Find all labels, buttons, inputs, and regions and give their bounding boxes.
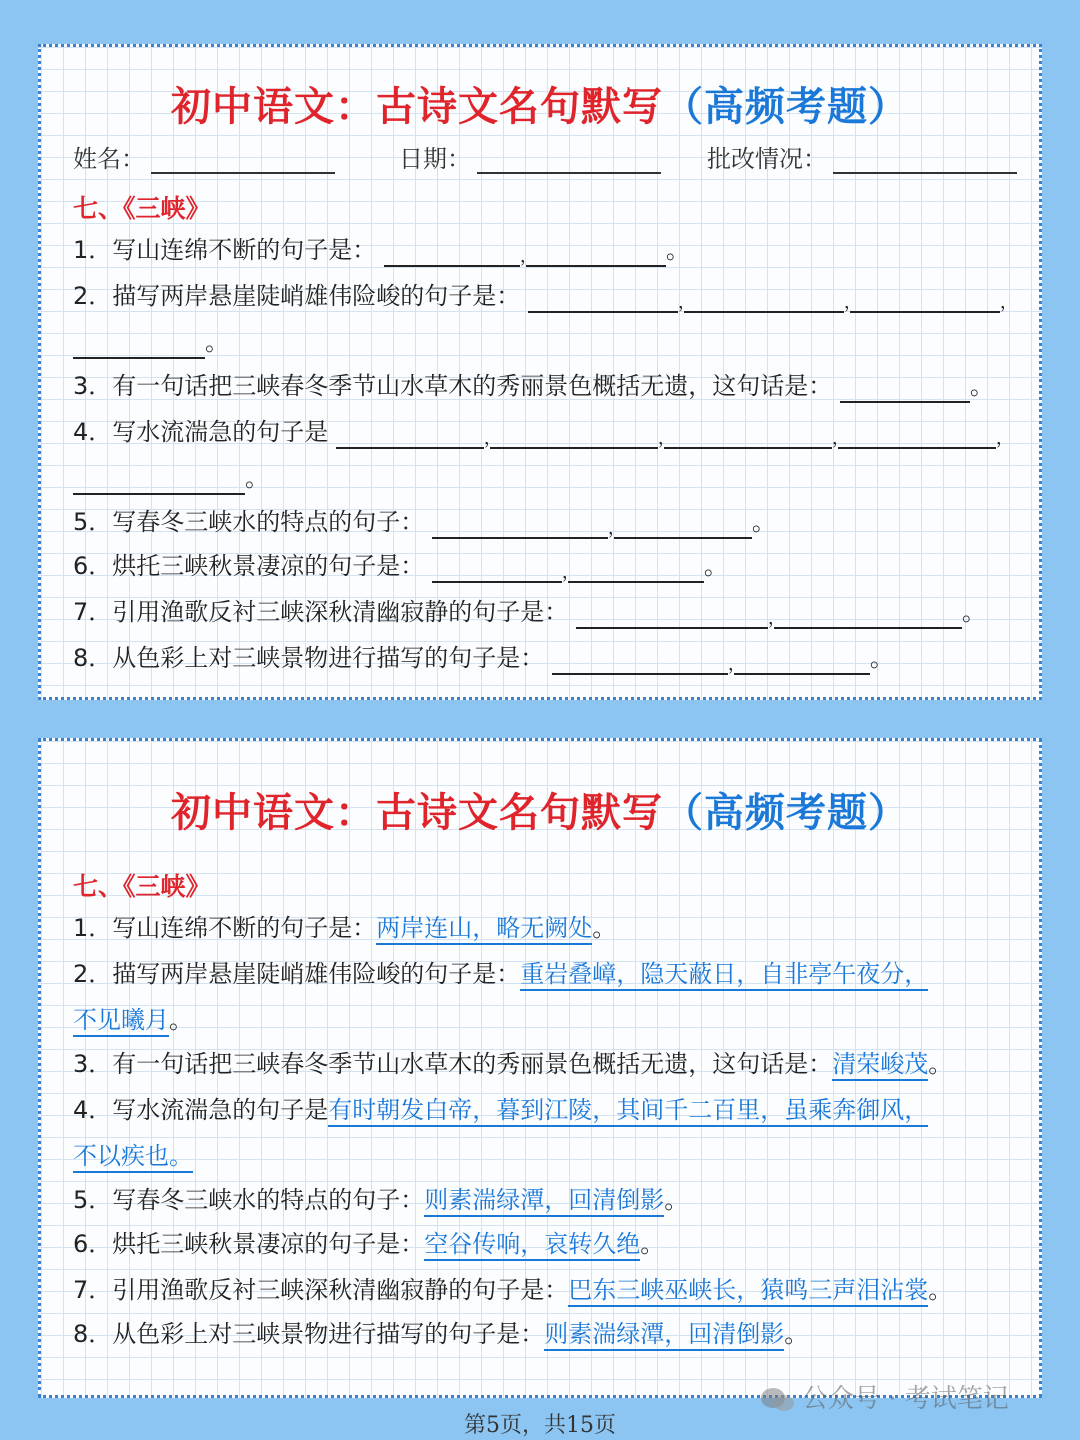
question-8: 8．从色彩上对三峡景物进行描写的句子是： ， 。 [73, 644, 894, 675]
answer-blank[interactable] [552, 647, 728, 675]
answer-blank[interactable] [568, 555, 704, 583]
question-5: 5．写春冬三峡水的特点的句子： ， 。 [73, 508, 776, 539]
answer-text: 隐天蔽日， [640, 960, 760, 991]
answer-blank[interactable] [684, 285, 844, 313]
answer-key-card [38, 738, 1042, 1398]
answer-text: 空谷传响， [424, 1230, 544, 1261]
answer-text: 则素湍绿潭， [424, 1186, 568, 1217]
section-heading: 七、《三峡》 [73, 194, 211, 223]
date-field[interactable]: 日期： [399, 139, 661, 174]
student-info-row [41, 139, 1039, 179]
question-6: 6．烘托三峡秋景凄凉的句子是： ， 。 [73, 552, 728, 583]
answer-2-cont: 不见曦月。 [73, 1003, 193, 1037]
answer-text: 重岩叠嶂， [520, 960, 640, 991]
answer-blank[interactable] [336, 421, 484, 449]
answer-text: 两岸连山， [376, 914, 496, 945]
answer-blank[interactable] [384, 239, 520, 267]
answer-blank[interactable] [734, 647, 870, 675]
answer-blank[interactable] [526, 239, 666, 267]
answer-blank[interactable] [614, 511, 752, 539]
answer-blank[interactable] [490, 421, 658, 449]
answer-blank[interactable] [850, 285, 1000, 313]
answer-text: 清荣峻茂 [832, 1050, 928, 1081]
answer-blank[interactable] [73, 467, 245, 495]
answer-8: 8．从色彩上对三峡景物进行描写的句子是：则素湍绿潭，回清倒影。 [73, 1317, 808, 1351]
question-3: 3．有一句话把三峡春冬季节山水草木的秀丽景色概括无遗，这句话是： 。 [73, 369, 994, 403]
answer-blank[interactable] [576, 601, 768, 629]
answer-text: 猿鸣三声泪沾裳 [760, 1276, 928, 1307]
answer-blank[interactable] [774, 601, 962, 629]
answer-text: 不以疾也。 [73, 1142, 193, 1173]
answer-text: 自非亭午夜分， [760, 960, 928, 991]
grade-field[interactable]: 批改情况： [707, 139, 1017, 174]
answer-4: 4．写水流湍急的句子是有时朝发白帝，暮到江陵，其间千二百里，虽乘奔御风， [73, 1093, 928, 1127]
answer-text: 有时朝发白帝， [328, 1096, 496, 1127]
answer-text: 回清倒影 [688, 1320, 784, 1351]
answer-text: 其间千二百里， [616, 1096, 784, 1127]
worksheet-title: 初中语文：古诗文名句默写（高频考题） [171, 84, 909, 130]
answer-text: 不见曦月 [73, 1006, 169, 1037]
answer-blank[interactable] [840, 375, 970, 403]
section-heading: 七、《三峡》 [73, 872, 211, 901]
answer-blank[interactable] [664, 421, 832, 449]
answer-blank[interactable] [838, 421, 996, 449]
answer-text: 则素湍绿潭， [544, 1320, 688, 1351]
question-2-cont: 。 [73, 325, 229, 359]
answer-text: 虽乘奔御风， [784, 1096, 928, 1127]
answer-text: 巴东三峡巫峡长， [568, 1276, 760, 1307]
answer-text: 暮到江陵， [496, 1096, 616, 1127]
answer-text: 哀转久绝 [544, 1230, 640, 1261]
answer-3: 3．有一句话把三峡春冬季节山水草木的秀丽景色概括无遗，这句话是：清荣峻茂。 [73, 1047, 952, 1081]
answer-1: 1．写山连绵不断的句子是：两岸连山，略无阙处。 [73, 911, 616, 945]
question-4: 4．写水流湍急的句子是 ， ， ， ， [73, 418, 1014, 449]
answer-text: 略无阙处 [496, 914, 592, 945]
question-4-cont: 。 [73, 461, 269, 495]
answer-7: 7．引用渔歌反衬三峡深秋清幽寂静的句子是：巴东三峡巫峡长，猿鸣三声泪沾裳。 [73, 1273, 952, 1307]
watermark: 公众号 · 考试笔记 [760, 1378, 1009, 1415]
question-7: 7．引用渔歌反衬三峡深秋清幽寂静的句子是： ， 。 [73, 598, 986, 629]
question-1: 1．写山连绵不断的句子是： ， 。 [73, 236, 690, 267]
worksheet-card [38, 44, 1042, 700]
answer-blank[interactable] [528, 285, 678, 313]
answer-2: 2．描写两岸悬崖陡峭雄伟险峻的句子是：重岩叠嶂，隐天蔽日，自非亭午夜分， [73, 957, 928, 991]
answer-6: 6．烘托三峡秋景凄凉的句子是：空谷传响，哀转久绝。 [73, 1227, 664, 1261]
answer-key-title: 初中语文：古诗文名句默写（高频考题） [171, 790, 909, 836]
name-field[interactable]: 姓名： [73, 139, 335, 174]
question-2: 2．描写两岸悬崖陡峭雄伟险峻的句子是： ， ， ， [73, 282, 1018, 313]
answer-blank[interactable] [432, 555, 562, 583]
answer-text: 回清倒影 [568, 1186, 664, 1217]
answer-5: 5．写春冬三峡水的特点的句子：则素湍绿潭，回清倒影。 [73, 1183, 688, 1217]
page-footer: 第5页，共15页 [464, 1413, 616, 1438]
answer-blank[interactable] [73, 331, 205, 359]
answer-blank[interactable] [432, 511, 608, 539]
answer-4-cont [73, 1139, 193, 1173]
